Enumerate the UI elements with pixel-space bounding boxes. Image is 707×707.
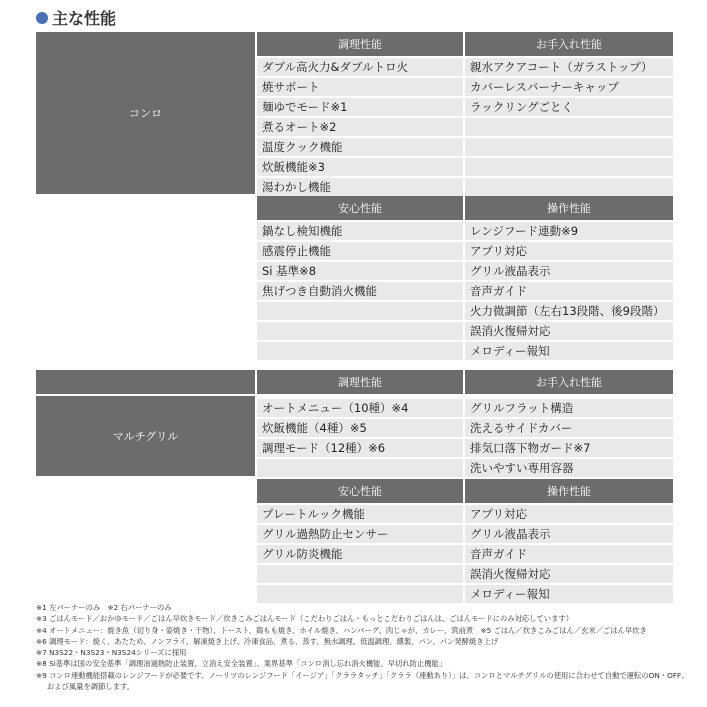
care-cell (465, 178, 673, 196)
header-operation (465, 196, 673, 220)
header-label: 操作性能 (547, 202, 591, 215)
header-label: 調理性能 (338, 38, 382, 51)
footnote: ※1 左バーナーのみ ※2 右バーナーのみ (36, 603, 172, 612)
safety-cell: Si 基準※8 (257, 262, 463, 280)
operation-cell: メロディー報知 (465, 585, 673, 603)
header-safety (257, 196, 463, 220)
operation-cell: グリル液晶表示 (465, 525, 673, 543)
header-safety (257, 479, 463, 503)
operation-cell: アプリ対応 (465, 242, 673, 260)
safety-cell (257, 322, 463, 340)
safety-cell: 鍋なし検知機能 (257, 222, 463, 240)
page-title-text: 主な性能 (52, 9, 117, 28)
header-label: お手入れ性能 (536, 376, 602, 389)
safety-cell (257, 342, 463, 360)
cooking-cell: オートメニュー（10種）※4 (257, 399, 463, 417)
safety-cell (257, 565, 463, 583)
care-cell: 洗いやすい専用容器 (465, 459, 673, 477)
header-label: 調理性能 (338, 376, 382, 389)
header-cooking (257, 370, 463, 394)
cooking-cell: 焼サポート (257, 78, 463, 96)
operation-cell: グリル液晶表示 (465, 262, 673, 280)
safety-cell: 感震停止機能 (257, 242, 463, 260)
footnote: ※7 N3S22・N3S23・N3S24シリーズに採用 (36, 648, 187, 658)
cooking-cell: ダブル高火力&ダブルトロ火 (257, 58, 463, 76)
care-cell: カバーレスバーナーキャップ (465, 78, 673, 96)
header-care (465, 370, 673, 394)
safety-cell: プレートルック機能 (257, 505, 463, 523)
page-title (36, 6, 116, 29)
cooking-cell: 炊飯機能※3 (257, 158, 463, 176)
care-cell (465, 138, 673, 156)
bullet-icon (36, 12, 48, 24)
header-label: お手入れ性能 (536, 38, 602, 51)
cooking-cell: 煮るオート※2 (257, 118, 463, 136)
care-cell (465, 118, 673, 136)
footnote: ※4 オートメニュー：焼き魚（切り身・姿焼き・干物）、トースト、鶏もも焼き、ホイル焼き、ハンバーグ、肉じゃが、カレー、筑前煮 ※5 ごはん／炊きこみごはん／玄米／ごはん早炊き (36, 625, 647, 635)
cooking-cell: 炊飯機能（4種）※5 (257, 419, 463, 437)
header-operation (465, 479, 673, 503)
care-cell: 親水アクアコート（ガラストップ） (465, 58, 673, 76)
safety-cell: 焦げつき自動消火機能 (257, 282, 463, 300)
footnotes (36, 602, 689, 692)
care-cell: 排気口落下物ガード※7 (465, 439, 673, 457)
care-cell (465, 158, 673, 176)
header-cooking (257, 32, 463, 56)
cooking-cell: 湯わかし機能 (257, 178, 463, 196)
operation-cell: 音声ガイド (465, 282, 673, 300)
care-cell: ラックリングごとく (465, 98, 673, 116)
operation-cell: 誤消火復帰対応 (465, 322, 673, 340)
footnote: および風量を調節します。 (47, 682, 134, 692)
operation-cell: アプリ対応 (465, 505, 673, 523)
header-care (465, 32, 673, 56)
safety-cell: グリル防炎機能 (257, 545, 463, 563)
operation-cell: 音声ガイド (465, 545, 673, 563)
care-cell: グリルフラット構造 (465, 399, 673, 417)
operation-cell: メロディー報知 (465, 342, 673, 360)
safety-cell (257, 585, 463, 603)
header-blank (36, 370, 255, 394)
header-label: 安心性能 (338, 485, 382, 498)
cooking-cell: 麺ゆでモード※1 (257, 98, 463, 116)
category-label: マルチグリル (112, 430, 179, 443)
operation-cell: 火力微調節（左右13段階、後9段階） (465, 302, 673, 320)
care-cell: 洗えるサイドカバー (465, 419, 673, 437)
operation-cell: 誤消火復帰対応 (465, 565, 673, 583)
safety-cell: グリル過熱防止センサー (257, 525, 463, 543)
cooking-cell (257, 459, 463, 477)
cooking-cell: 調理モード（12種）※6 (257, 439, 463, 457)
header-label: 操作性能 (547, 485, 591, 498)
footnote: ※9 コンロ連動機能搭載のレンジフードが必要です。ノーリツのレンジフード「イージア」「クララタッチ」「クララ（連動あり）」は、コンロとマルチグリルの使用に合わせて自動で運転のON・OFF、 (36, 670, 689, 680)
category-konro (36, 32, 255, 194)
category-label: コンロ (129, 107, 162, 120)
safety-cell (257, 302, 463, 320)
cooking-cell: 温度クック機能 (257, 138, 463, 156)
operation-cell: レンジフード連動※9 (465, 222, 673, 240)
footnote: ※8 Si基準は国の安全基準「調理油過熱防止装置、立消え安全装置」、業界基準「コンロ消し忘れ消火機能、早切れ防止機能」 (36, 659, 447, 669)
footnote: ※6 調理モード：焼く、あたため、ノンフライ、解凍焼き上げ、冷凍食品、煮る、蒸す、無水調理、低温調理、燻製、パン、パン発酵焼き上げ (36, 636, 499, 646)
footnote: ※3 ごはんモード／おかゆモード／ごはん早炊きモード／炊きこみごはんモード（こだわりごはん・もっとこだわりごはんは、ごはんモードにのみ対応しています） (36, 614, 573, 624)
category-multigrill (36, 396, 255, 476)
header-label: 安心性能 (338, 202, 382, 215)
